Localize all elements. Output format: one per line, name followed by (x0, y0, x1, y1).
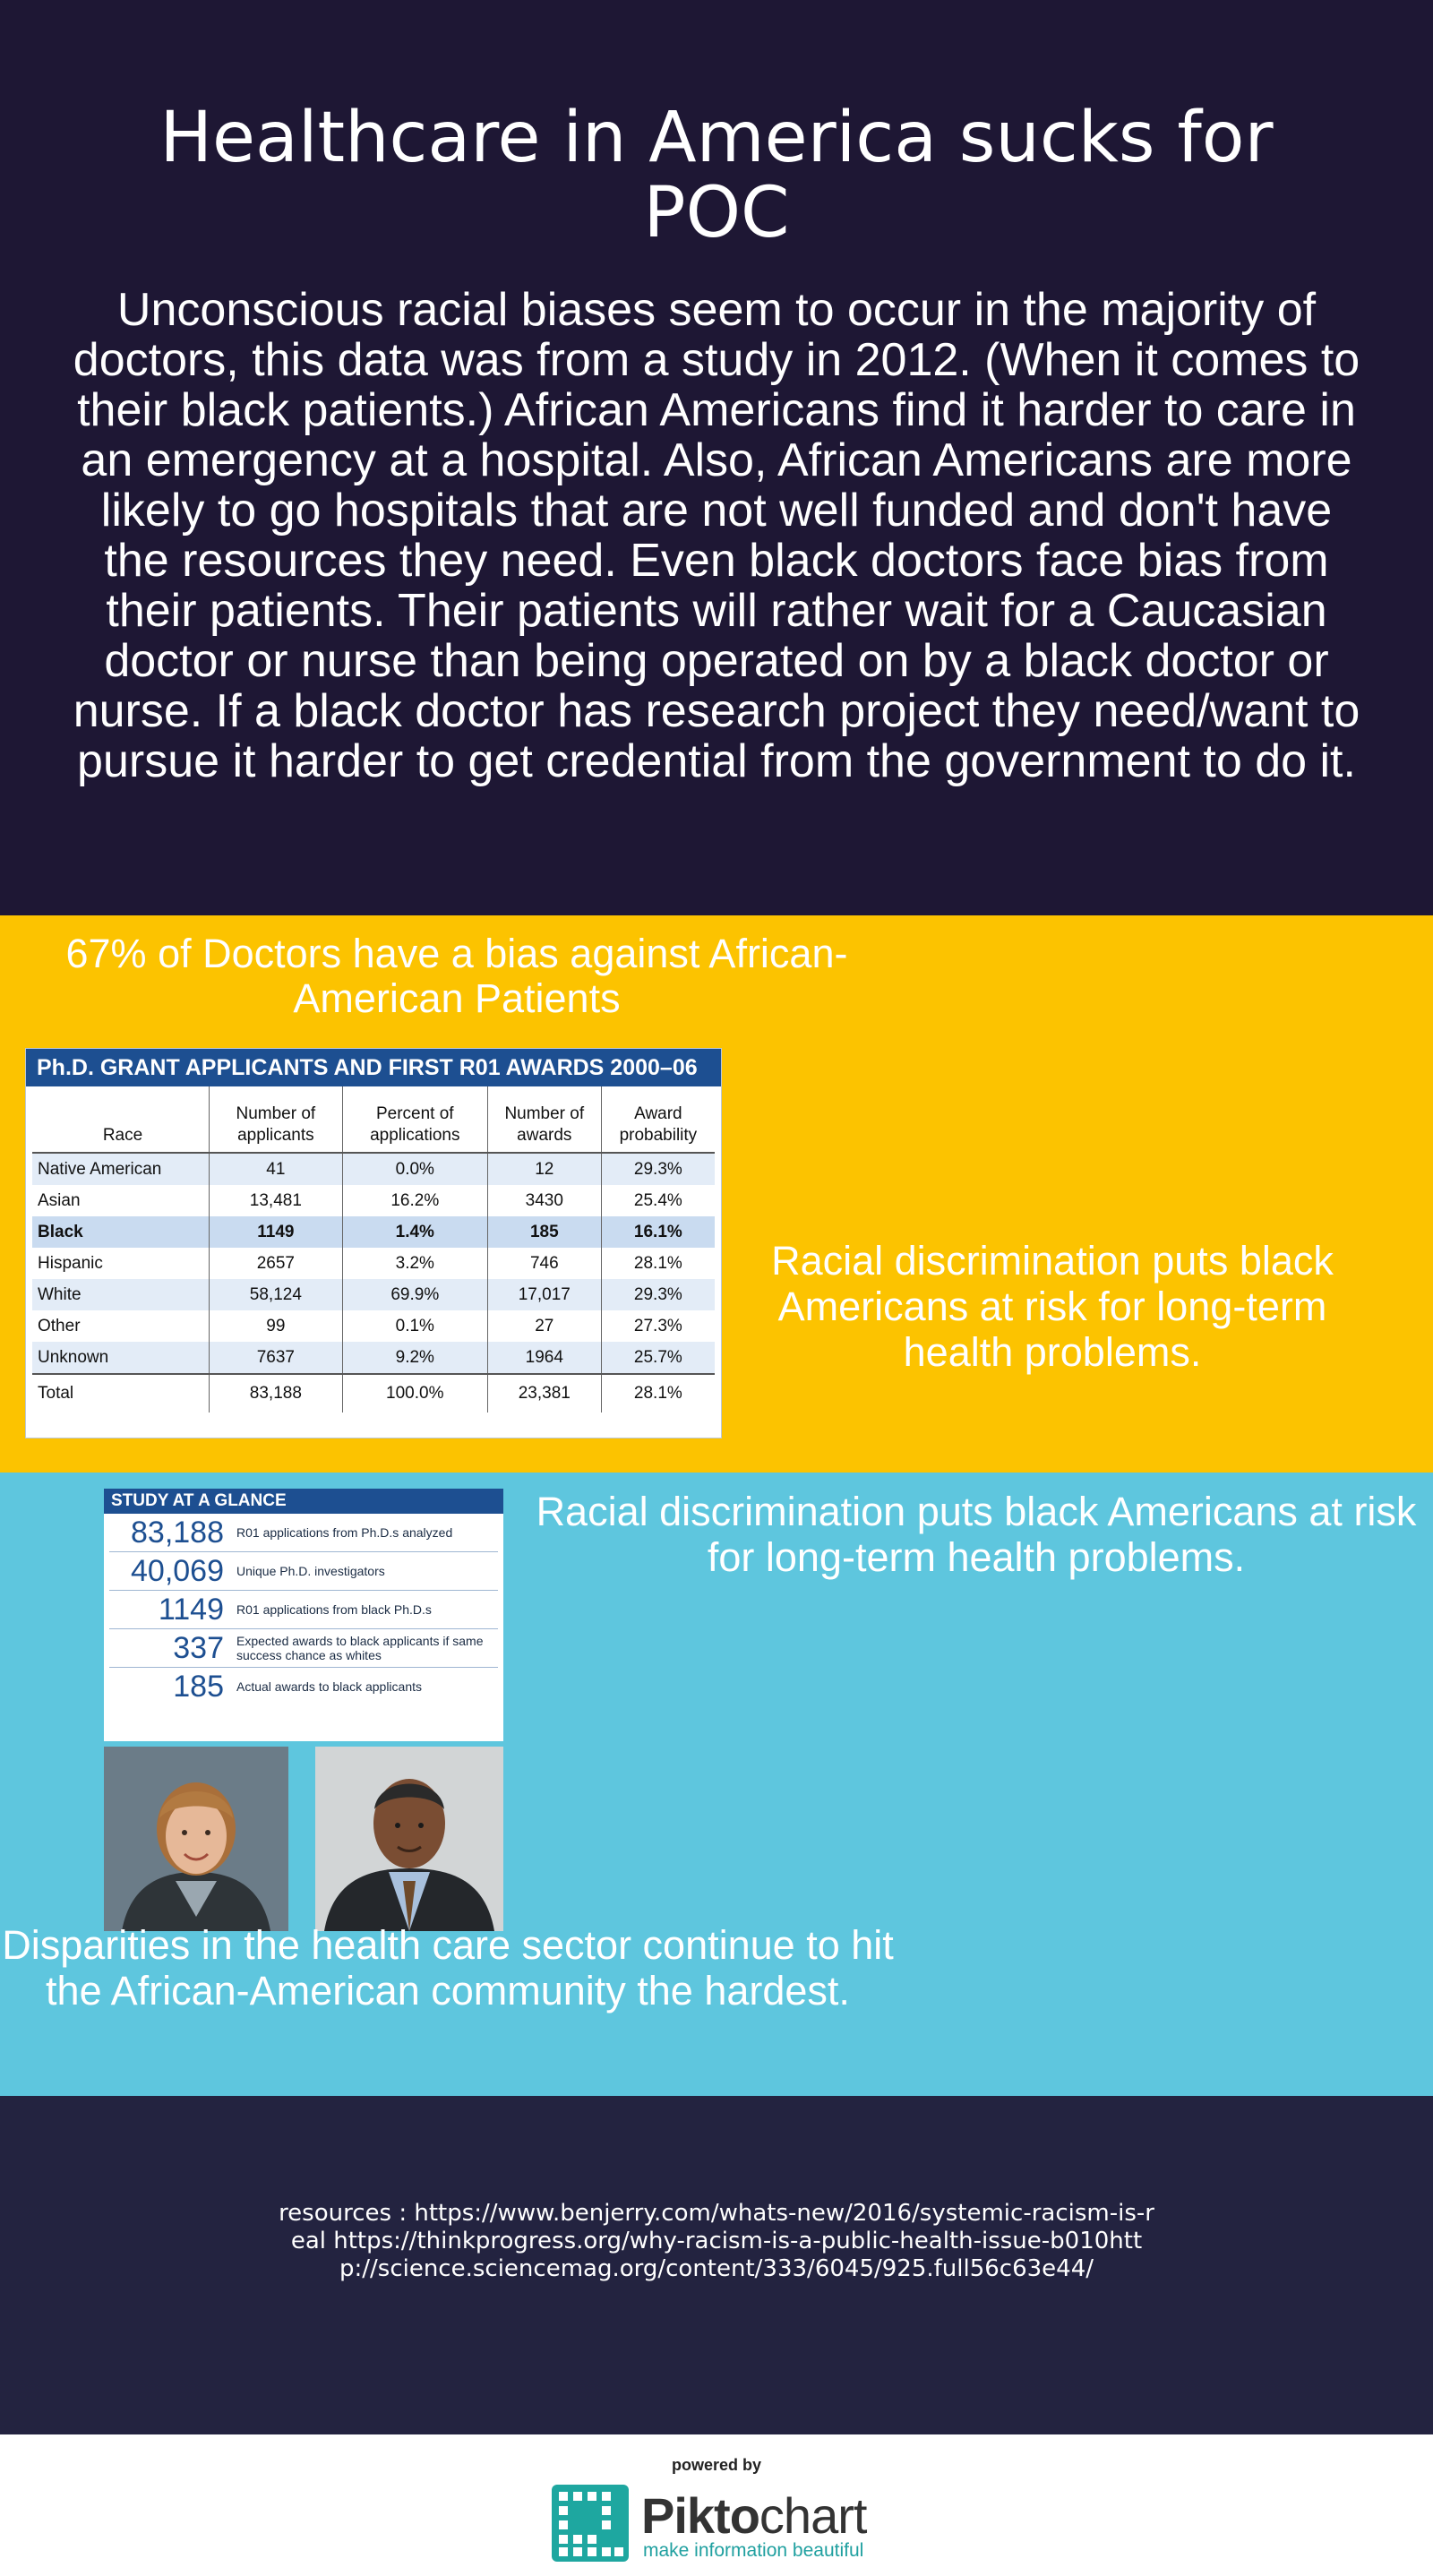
glance-item (109, 1668, 498, 1705)
disparities-statement: Disparities in the health care sector continue to hit the African-American community the hardest. (2, 1922, 894, 2014)
cell-awards: 17,017 (487, 1279, 601, 1310)
cell-race: Native American (32, 1153, 210, 1185)
risk-statement-repeat: Racial discrimination puts black Americans at risk for long-term health problems. (536, 1489, 1417, 1580)
glance-title: STUDY AT A GLANCE (104, 1489, 503, 1514)
cell-percent: 69.9% (342, 1279, 487, 1310)
cell-percent: 16.2% (342, 1185, 487, 1216)
header-race: Race (32, 1086, 210, 1153)
bias-section (0, 915, 1433, 1473)
grant-table-title: Ph.D. GRANT APPLICANTS AND FIRST R01 AWARDS 2000–06 (26, 1049, 721, 1086)
glance-label: Unique Ph.D. investigators (236, 1564, 385, 1578)
glance-label: Expected awards to black applicants if same success chance as whites (236, 1634, 484, 1662)
glance-label: Actual awards to black applicants (236, 1679, 422, 1694)
glance-number: 40,069 (131, 1553, 224, 1588)
brand-name-part-a: Pikto (641, 2487, 759, 2544)
table-total-row (32, 1374, 715, 1413)
glance-label: R01 applications from black Ph.D.s (236, 1602, 432, 1617)
glance-item (109, 1629, 498, 1668)
portrait-man-photo (315, 1747, 503, 1931)
cell-awards: 27 (487, 1310, 601, 1342)
cell-percent: 9.2% (342, 1342, 487, 1374)
cell-applicants: 58,124 (210, 1279, 343, 1310)
grant-table (32, 1086, 715, 1413)
table-row (32, 1185, 715, 1216)
table-row-highlighted (32, 1216, 715, 1248)
cell-probability: 29.3% (601, 1279, 715, 1310)
bias-stat-heading: 67% of Doctors have a bias against African-American Patients (65, 931, 848, 1021)
brand-tagline: make information beautiful (643, 2540, 864, 2561)
glance-item (109, 1591, 498, 1629)
cell-race: Asian (38, 1190, 81, 1210)
cell-percent: 0.0% (342, 1153, 487, 1185)
brand-name (641, 2486, 866, 2545)
glance-label: R01 applications from Ph.D.s analyzed (236, 1525, 453, 1540)
cell-awards: 746 (487, 1248, 601, 1279)
glance-number: 337 (173, 1630, 224, 1665)
table-row (32, 1153, 715, 1185)
intro-paragraph: Unconscious racial biases seem to occur in the majority of doctors, this data was from a study in 2012. (When it comes to their black patients.) African Americans find it harder to care in an emergency at a hospital. Also, African Americans are more likely to go hospitals that are not well funded and don't have the resources they need. Even black doctors face bias from their patients. Their patients will rather wait for a Caucasian doctor or nurse than being operated on by a black doctor or nurse. If a black doctor has research project they need/want to pursue it harder to get credential from the government to do it. (73, 284, 1360, 787)
cell-applicants: 13,481 (210, 1185, 343, 1216)
portrait-woman-photo (104, 1747, 288, 1931)
hero-section (0, 0, 1433, 915)
table-row (32, 1279, 715, 1310)
cell-probability: 25.4% (601, 1185, 715, 1216)
cell-awards: 3430 (487, 1185, 601, 1216)
grant-table-header-row (32, 1086, 715, 1153)
table-row (32, 1342, 715, 1374)
cell-percent: 100.0% (342, 1374, 487, 1413)
cell-applicants: 1149 (210, 1216, 343, 1248)
header-percent: Percent of applications (342, 1086, 487, 1153)
footer (0, 2434, 1433, 2576)
cell-awards: 1964 (487, 1342, 601, 1374)
cell-race: Unknown (32, 1342, 210, 1374)
brand-name-part-b: chart (759, 2487, 867, 2544)
cell-probability: 16.1% (601, 1216, 715, 1248)
page-title: Healthcare in America sucks for POC (159, 98, 1274, 253)
cell-probability: 29.3% (601, 1153, 715, 1185)
powered-by-label: powered by (671, 2456, 762, 2474)
risk-statement: Racial discrimination puts black Americans at risk for long-term health problems. (771, 1238, 1334, 1375)
piktochart-mark-icon (552, 2485, 629, 2562)
cell-probability: 25.7% (601, 1342, 715, 1374)
cell-awards: 12 (487, 1153, 601, 1185)
cell-percent: 1.4% (342, 1216, 487, 1248)
cell-race: Hispanic (38, 1253, 103, 1273)
cell-awards: 185 (487, 1216, 601, 1248)
cell-applicants: 83,188 (210, 1374, 343, 1413)
cell-race: Total (32, 1374, 210, 1413)
table-row (32, 1248, 715, 1279)
header-awards: Number of awards (487, 1086, 601, 1153)
glance-number: 83,188 (131, 1515, 224, 1550)
cell-percent: 3.2% (342, 1248, 487, 1279)
cell-probability: 28.1% (601, 1374, 715, 1413)
header-applicants: Number of applicants (210, 1086, 343, 1153)
table-row (32, 1310, 715, 1342)
resources-section (0, 2096, 1433, 2434)
cell-awards: 23,381 (487, 1374, 601, 1413)
cell-percent: 0.1% (342, 1310, 487, 1342)
cell-probability: 27.3% (601, 1310, 715, 1342)
glance-number: 1149 (158, 1592, 224, 1627)
cell-race: White (32, 1279, 210, 1310)
glance-item (109, 1552, 498, 1591)
header-probability: Award probability (601, 1086, 715, 1153)
glance-number: 185 (173, 1669, 224, 1704)
cell-applicants: 2657 (210, 1248, 343, 1279)
study-section (0, 1473, 1433, 2096)
cell-applicants: 99 (210, 1310, 343, 1342)
researcher-photos (104, 1747, 503, 1931)
study-at-a-glance (104, 1489, 503, 1741)
cell-race: Other (38, 1316, 81, 1335)
grant-table-figure (25, 1048, 722, 1438)
piktochart-logo[interactable] (552, 2485, 928, 2565)
cell-applicants: 41 (210, 1153, 343, 1185)
cell-applicants: 7637 (210, 1342, 343, 1374)
cell-probability: 28.1% (601, 1248, 715, 1279)
cell-race: Black (32, 1216, 210, 1248)
glance-item (109, 1514, 498, 1552)
resources-list: resources : https://www.benjerry.com/whats-new/2016/systemic-racism-is-real https://thinkprogress.org/why-racism-is-a-public-health-issue-b010http://science.sciencemag.org/content/333/6045/925.full56c63e44/ (279, 2200, 1154, 2282)
